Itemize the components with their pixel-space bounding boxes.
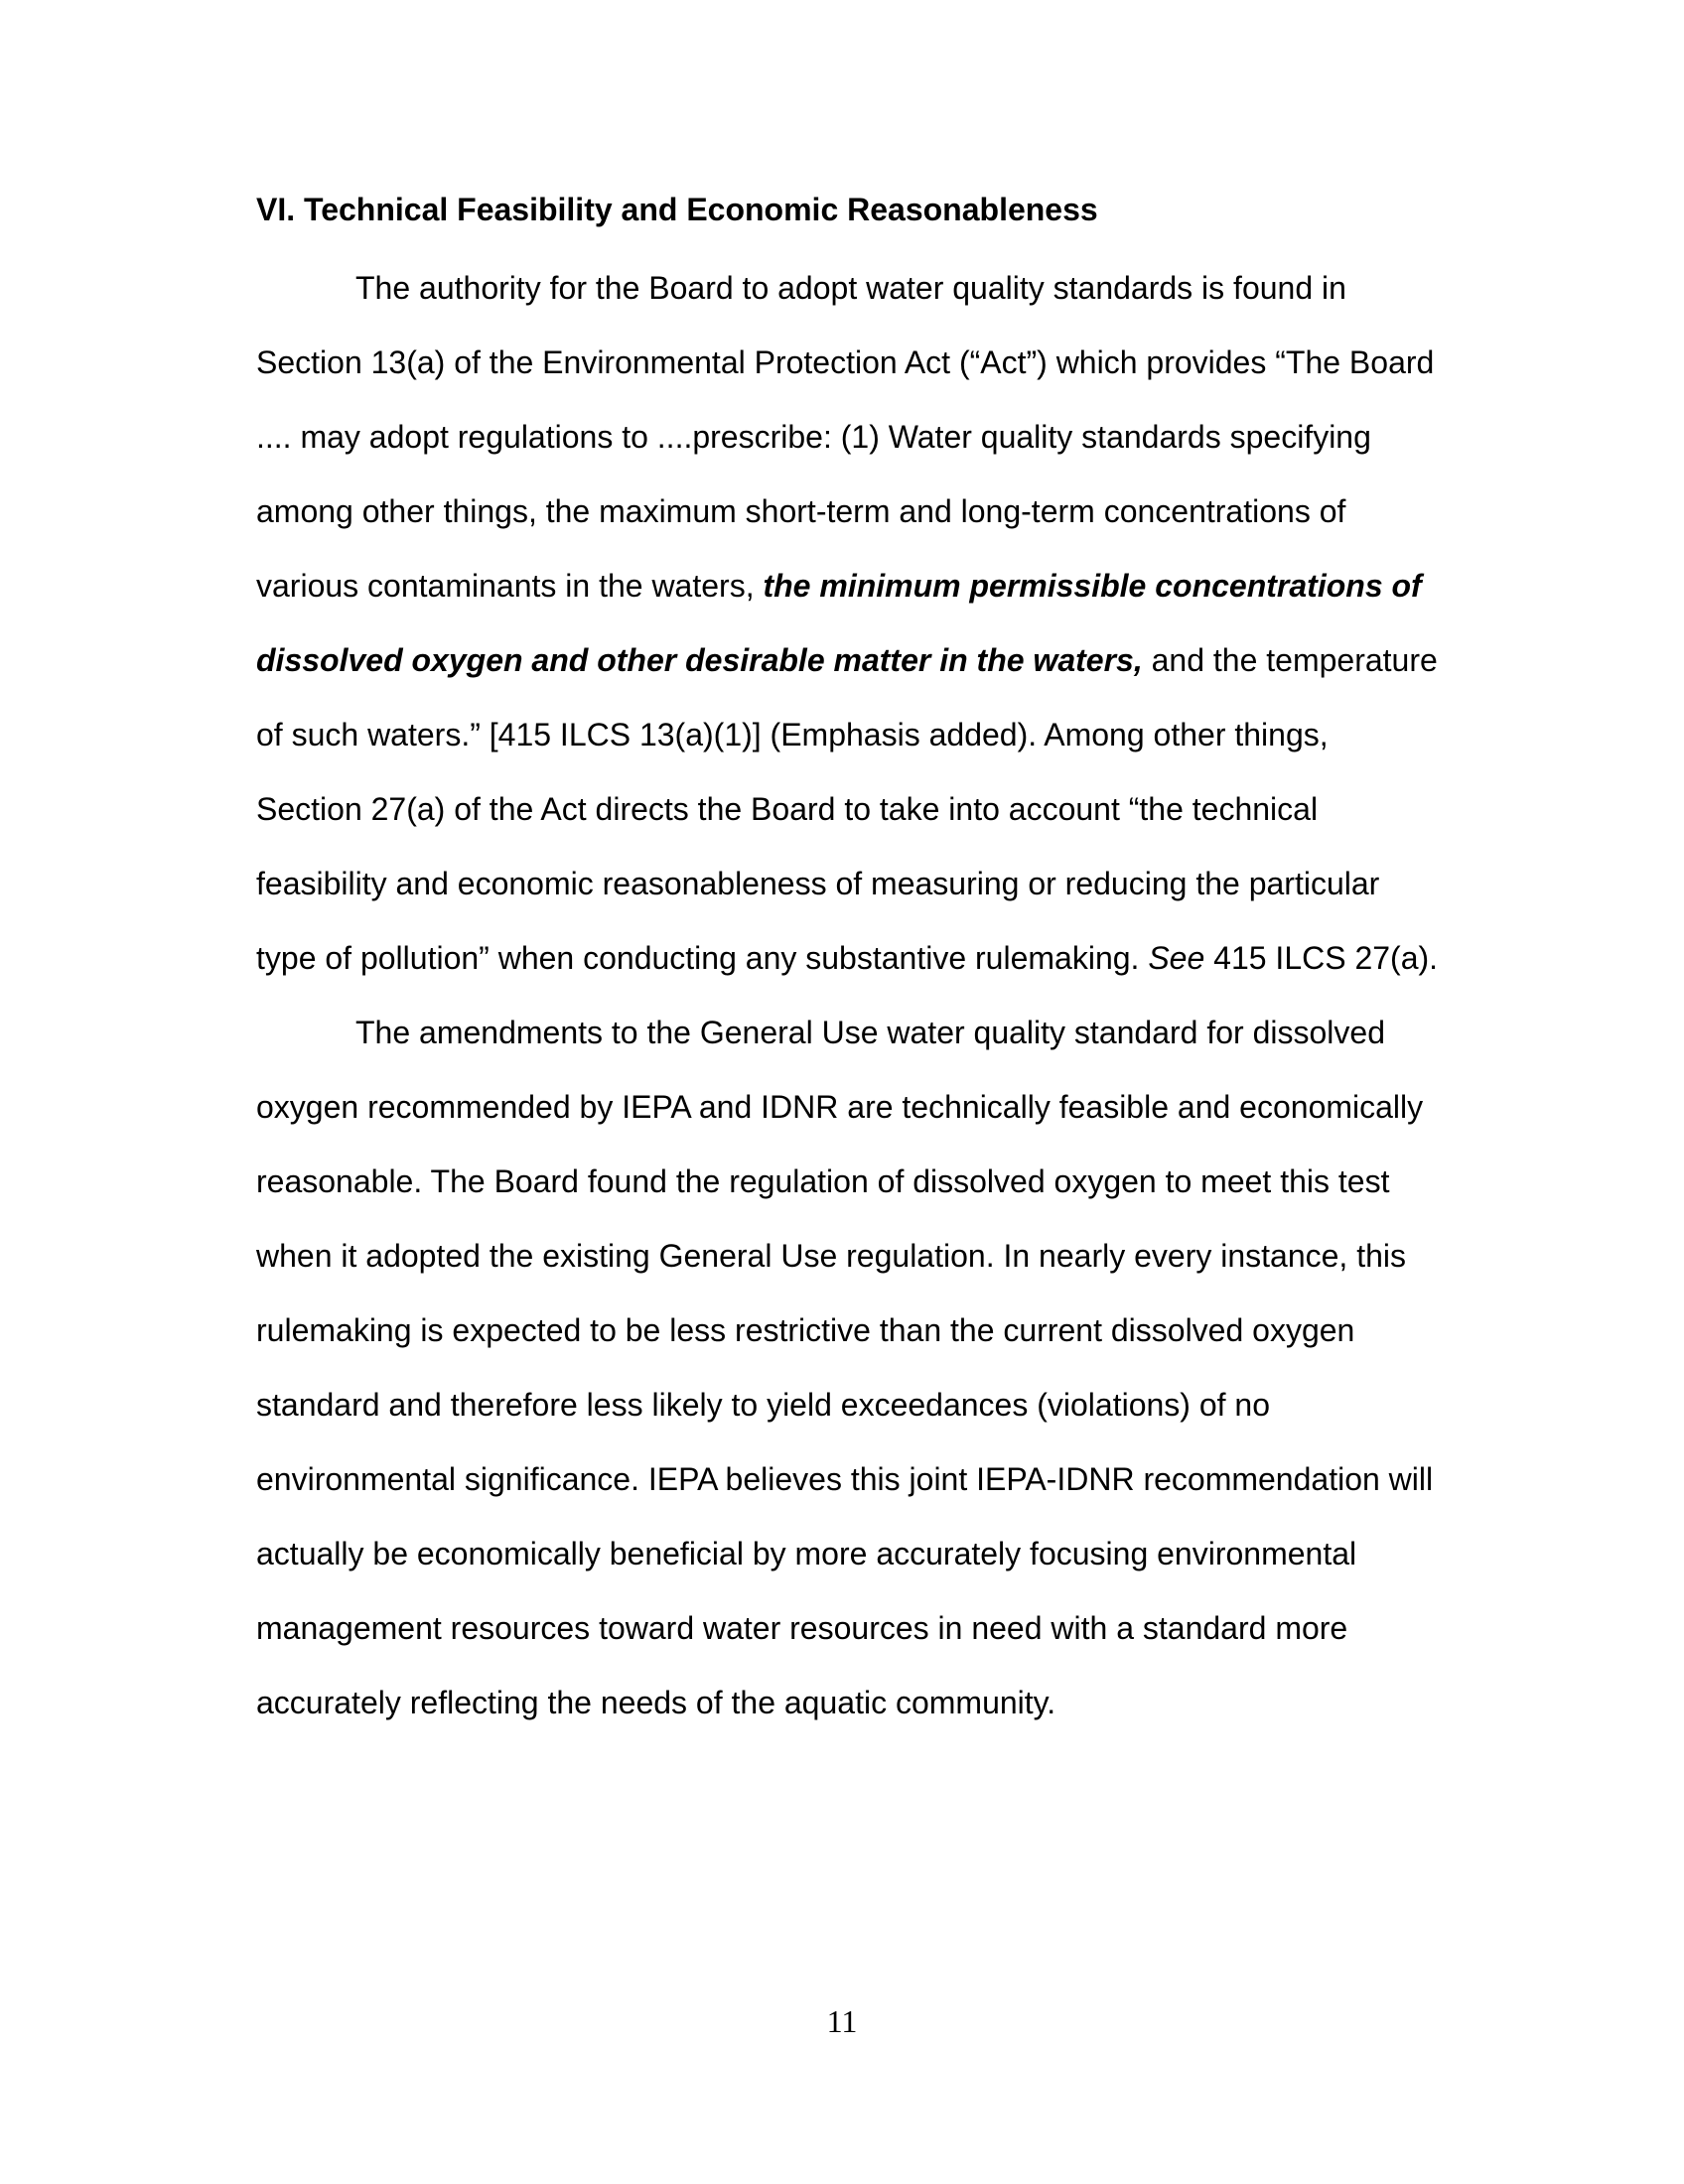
paragraph-authority-text-continued: and the temperature of such waters.” [415 ILCS 13(a)(1)] (Emphasis added). Among other things, Section 27(a) of the Act directs the Board to take into account “the technical feasibility and economic reasonableness of measuring or reducing the particular type of pollution” when conducting any substantive rulemaking. — [256, 642, 1438, 976]
paragraph-amendments: The amendments to the General Use water quality standard for dissolved oxygen recommended by IEPA and IDNR are technically feasible and economically reasonable. The Board found the regulation of dissolved oxygen to meet this test when it adopted the existing General Use regulation. In nearly every instance, this rulemaking is expected to be less restrictive than the current dissolved oxygen standard and therefore less likely to yield exceedances (violations) of no environmental significance. IEPA believes this joint IEPA-IDNR recommendation will actually be economically beneficial by more accurately focusing environmental management resources toward water resources in need with a standard more accurately reflecting the needs of the aquatic community. — [256, 1015, 1434, 1720]
section-heading: VI. Technical Feasibility and Economic Reasonableness — [256, 192, 1098, 227]
paragraph-authority — [256, 251, 1442, 996]
page-number: 11 — [826, 2003, 858, 2039]
emphasized-quote: the minimum permissible concentrations of dissolved oxygen and other desirable matter in the waters, — [256, 568, 1422, 678]
citation-text: 415 ILCS 27(a). — [1204, 940, 1439, 976]
page-body — [256, 185, 1442, 1740]
paragraph-authority-text: The authority for the Board to adopt water quality standards is found in Section 13(a) of the Environmental Protection Act (“Act”) which provides “The Board .... may adopt regulations to ....prescribe: (1) Water quality standards specifying among other things, the maximum short-term and long-term concentrations of various contaminants in the waters, — [256, 270, 1435, 604]
see-signal: See — [1148, 940, 1205, 976]
